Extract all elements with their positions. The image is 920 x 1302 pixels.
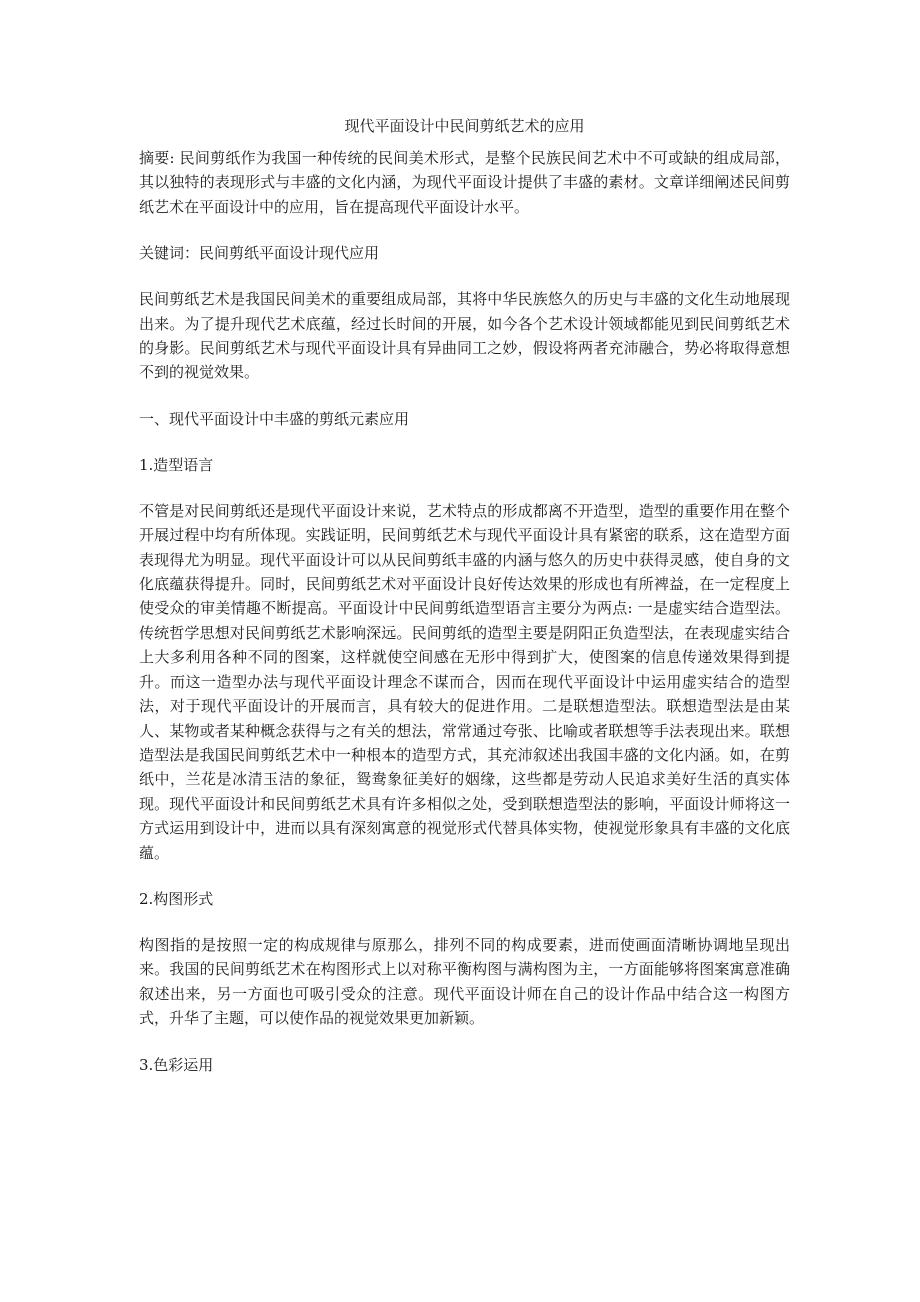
subsection-heading-3: 3.色彩运用 <box>139 1055 214 1074</box>
spacer <box>139 911 790 933</box>
subsection-heading-1: 1.造型语言 <box>139 455 214 474</box>
intro-paragraph: 民间剪纸艺术是我国民间美术的重要组成局部，其将中华民族悠久的历史与丰盛的文化生动地展现出来。为了提升现代艺术底蕴，经过长时间的开展，如今各个艺术设计领域都能见到民间剪纸艺术的身影。民间剪纸艺术与现代平面设计具有异曲同工之妙，假设将两者充沛融合，势必将取得意想不到的视觉效果。 <box>139 290 790 382</box>
spacer <box>139 219 790 241</box>
subsection-heading-2: 2.构图形式 <box>139 889 214 908</box>
spacer <box>139 385 790 407</box>
keywords-line: 关键词：民间剪纸平面设计现代应用 <box>139 244 380 263</box>
abstract-paragraph: 摘要: 民间剪纸作为我国一种传统的民间美术形式，是整个民族民间艺术中不可或缺的组成局部，其以独特的表现形式与丰盛的文化内涵，为现代平面设计提供了丰盛的素材。文章详细阐述民间剪纸艺术在平面设计中的应用，旨在提高现代平面设计水平。 <box>139 149 790 216</box>
section-heading: 一、现代平面设计中丰盛的剪纸元素应用 <box>139 409 410 428</box>
spacer <box>139 265 790 287</box>
spacer <box>139 477 790 499</box>
subsection-body-2: 构图指的是按照一定的构成规律与原那么，排列不同的构成要素，进而使画面清晰协调地呈现出来。我国的民间剪纸艺术在构图形式上以对称平衡构图与满构图为主，一方面能够将图案寓意准确叙述出来，另一方面也可吸引受众的注意。现代平面设计师在自己的设计作品中结合这一构图方式，升华了主题，可以使作品的视觉效果更加新颖。 <box>139 935 790 1028</box>
document-page <box>139 112 790 1077</box>
subsection-body-1: 不管是对民间剪纸还是现代平面设计来说，艺术特点的形成都离不开造型，造型的重要作用在整个开展过程中均有所体现。实践证明，民间剪纸艺术与现代平面设计具有紧密的联系，这在造型方面表现得尤为明显。现代平面设计可以从民间剪纸丰盛的内涵与悠久的历史中获得灵感，使自身的文化底蕴获得提升。同时，民间剪纸艺术对平面设计良好传达效果的形成也有所裨益，在一定程度上使受众的审美情趣不断提高。平面设计中民间剪纸造型语言主要分为两点: 一是虚实结合造型法。传统哲学思想对民间剪纸艺术影响深远。民间剪纸的造型主要是阴阳正负造型法，在表现虚实结合上大多利用各种不同的图案，这样就使空间感在无形中得到扩大，使图案的信息传递效果得到提升。而这一造型办法与现代平面设计理念不谋而合，因而在现代平面设计中运用虚实结合的造型法，对于现代平面设计的开展而言，具有较大的促进作用。二是联想造型法。联想造型法是由某人、某物或者某种概念获得与之有关的想法，常常通过夸张、比喻或者联想等手法表现出来。联想造型法是我国民间剪纸艺术中一种根本的造型方式，其充沛叙述出我国丰盛的文化内涵。如，在剪纸中，兰花是冰清玉洁的象征，鸳鸯象征美好的姻缘，这些都是劳动人民追求美好生活的真实体现。现代平面设计和民间剪纸艺术具有许多相似之处，受到联想造型法的影响，平面设计师将这一方式运用到设计中，进而以具有深刻寓意的视觉形式代替具体实物，使视觉形象具有丰盛的文化底蕴。 <box>139 501 790 862</box>
spacer <box>139 1031 790 1053</box>
spacer <box>139 865 790 887</box>
document-title: 现代平面设计中民间剪纸艺术的应用 <box>344 117 585 135</box>
spacer <box>139 431 790 453</box>
